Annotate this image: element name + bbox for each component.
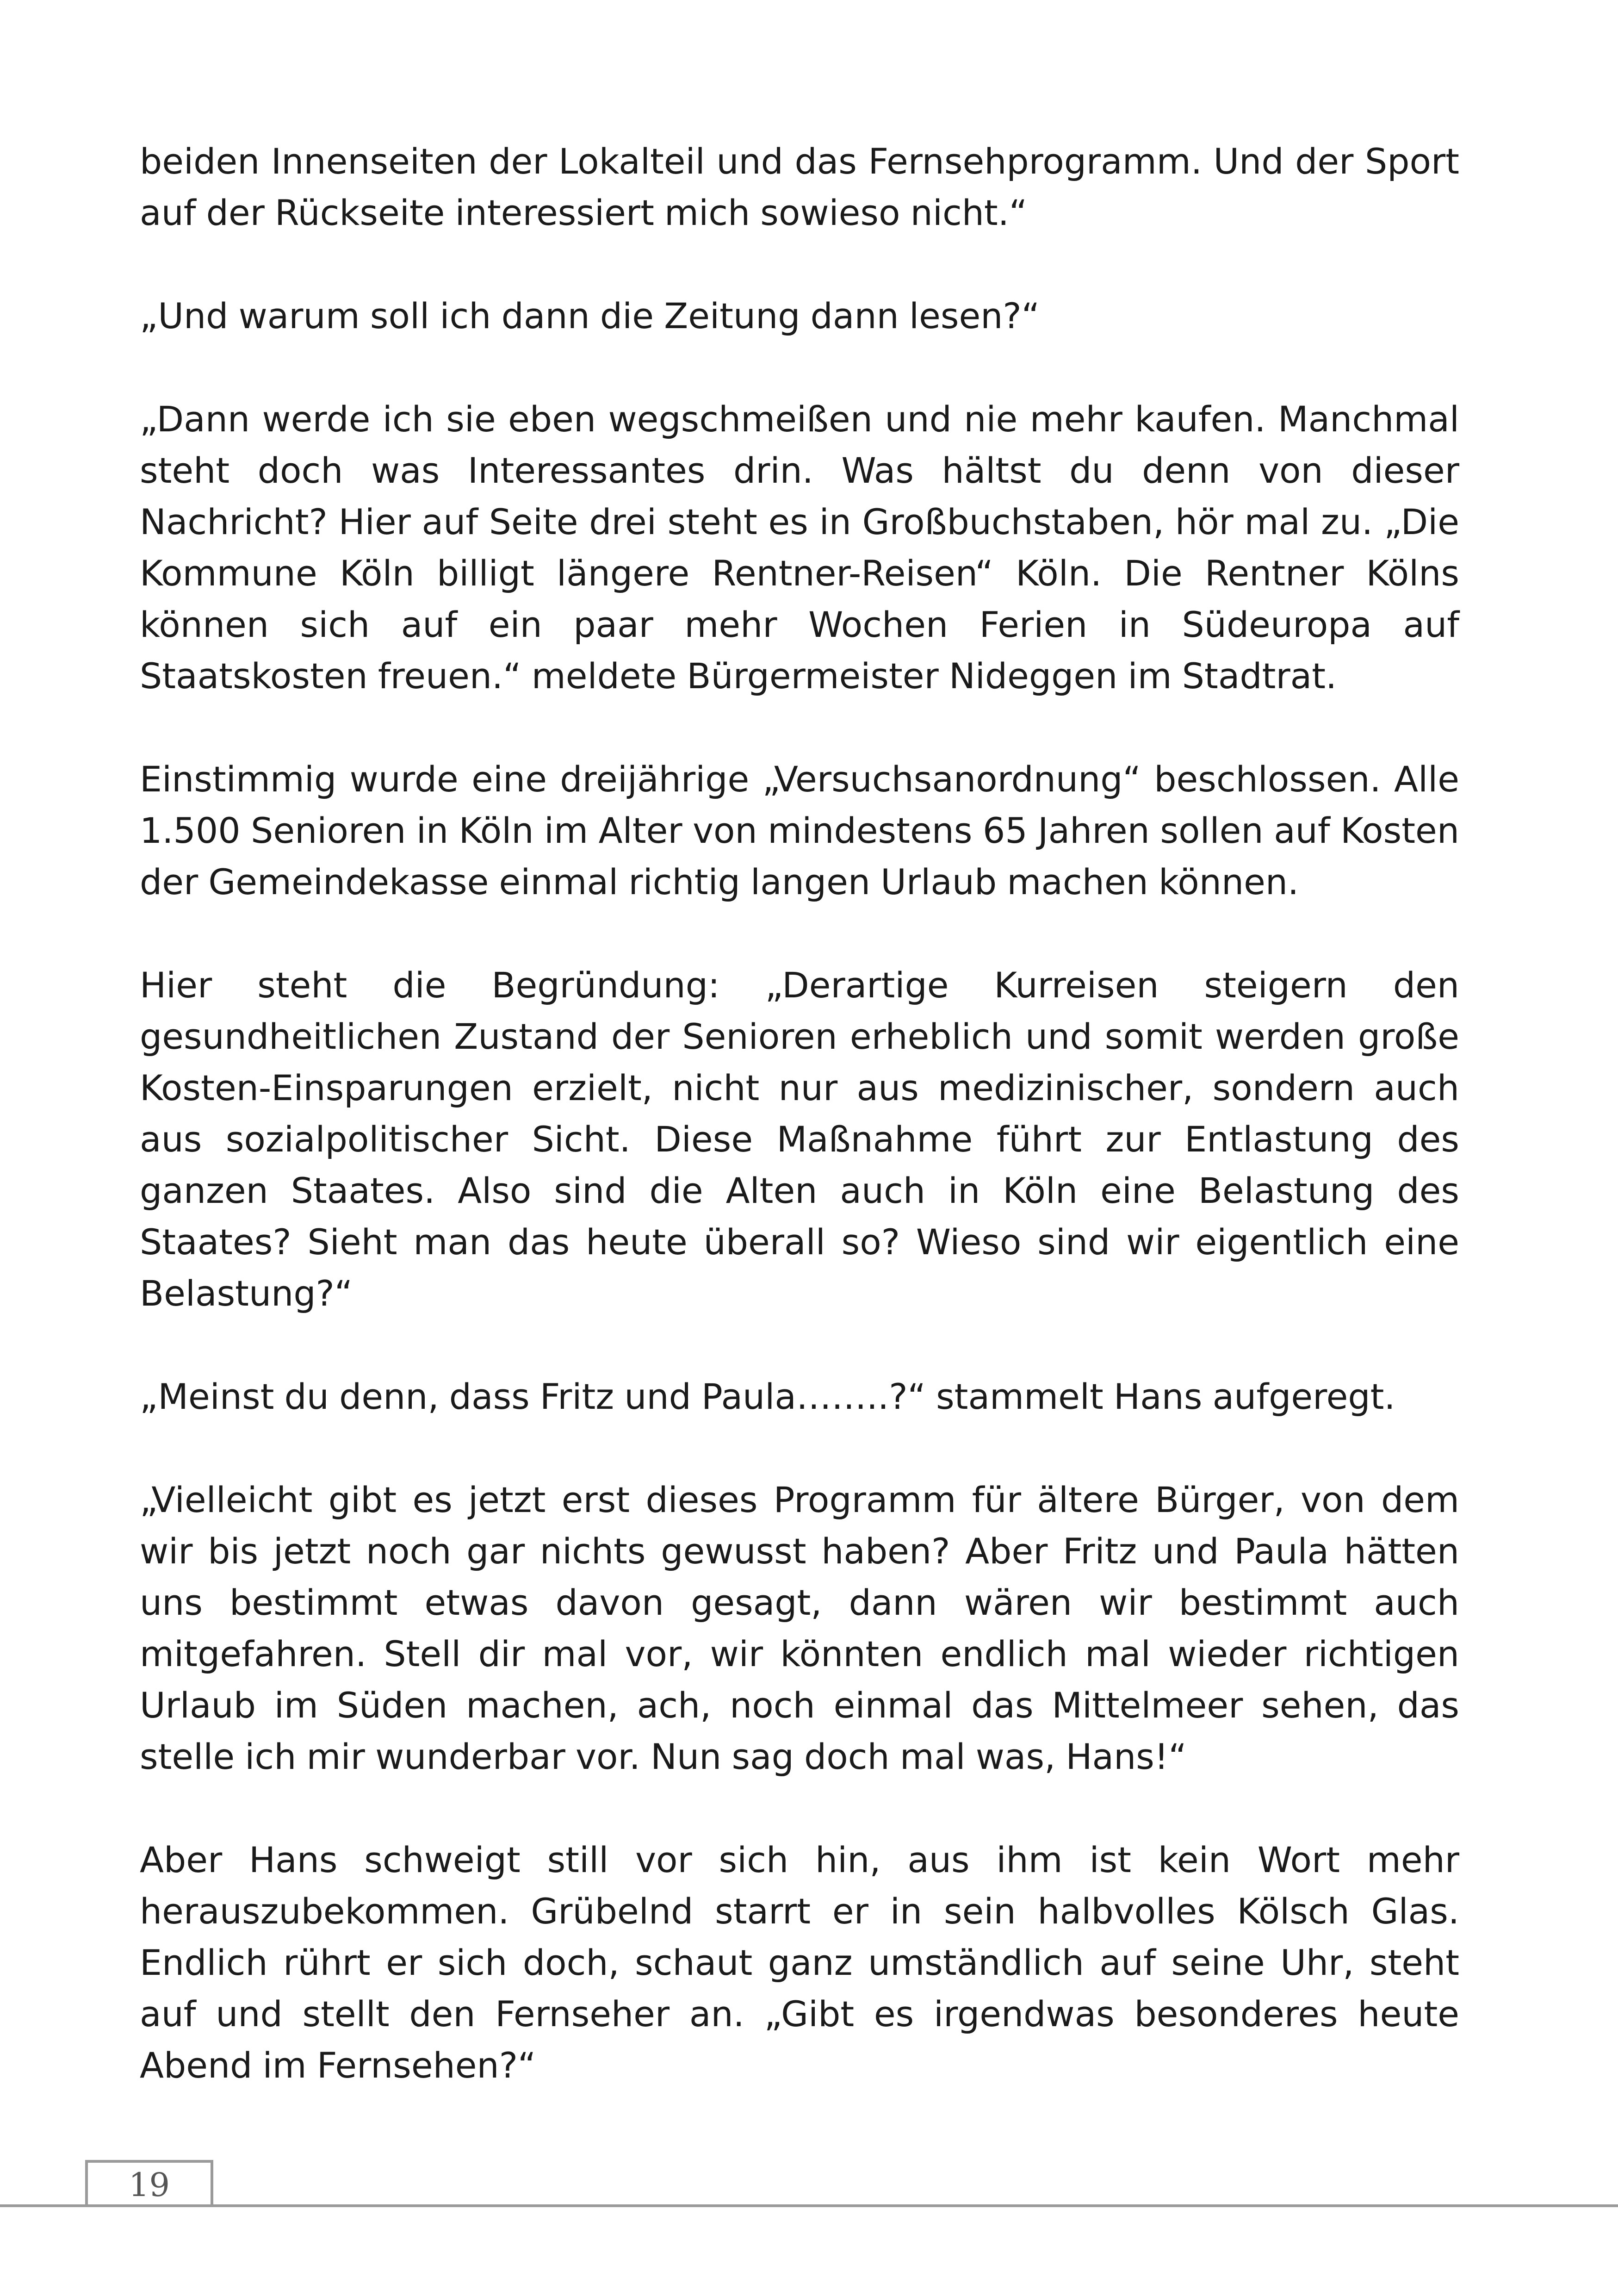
paragraph-5: Hier steht die Begründung: „Derartige Kurreisen steigern den gesundheitlichen Zustand der Senioren erheblich und somit werden große Kosten-Einsparungen erzielt, nicht nur aus medizinischer, sondern auch aus sozialpolitischer Sicht. Diese Maßnahme führt zur Entlastung des ganzen Staates. Also sind die Alten auch in Köln eine Belastung des Staates? Sieht man das heute überall so? Wieso sind wir eigentlich eine Belastung?“ bbox=[140, 964, 1459, 1314]
paragraph-3: „Dann werde ich sie eben wegschmeißen und nie mehr kaufen. Manchmal steht doch was Interessantes drin. Was hältst du denn von dieser Nachricht? Hier auf Seite drei steht es in Großbuchstaben, hör mal zu. „Die Kommune Köln billigt längere Rentner-Reisen“ Köln. Die Rentner Kölns können sich auf ein paar mehr Wochen Ferien in Südeuropa auf Staatskosten freuen.“ meldete Bürgermeister Nideggen im Stadtrat. bbox=[140, 398, 1459, 697]
paragraph-1: beiden Innenseiten der Lokalteil und das Fernsehprogramm. Und der Sport auf der Rückseite interessiert mich sowieso nicht.“ bbox=[140, 141, 1459, 233]
paragraph-2: „Und warum soll ich dann die Zeitung dann lesen?“ bbox=[140, 295, 1040, 336]
footer-rule bbox=[0, 2204, 1618, 2207]
page-body bbox=[140, 136, 1459, 2143]
paragraph-4: Einstimmig wurde eine dreijährige „Versuchsanordnung“ beschlossen. Alle 1.500 Senioren in Köln im Alter von mindestens 65 Jahren sollen auf Kosten der Gemeindekasse einmal richtig langen Urlaub machen können. bbox=[140, 759, 1459, 902]
page-number: 19 bbox=[85, 2160, 213, 2204]
paragraph-8: Aber Hans schweigt still vor sich hin, aus ihm ist kein Wort mehr herauszubekommen. Grübelnd starrt er in sein halbvolles Kölsch Glas. Endlich rührt er sich doch, schaut ganz umständlich auf seine Uhr, steht auf und stellt den Fernseher an. „Gibt es irgendwas besonderes heute Abend im Fernsehen?“ bbox=[140, 1839, 1459, 2086]
paragraph-6: „Meinst du denn, dass Fritz und Paula……..?“ stammelt Hans aufgeregt. bbox=[140, 1376, 1395, 1417]
paragraph-7: „Vielleicht gibt es jetzt erst dieses Programm für ältere Bürger, von dem wir bis jetzt noch gar nichts gewusst haben? Aber Fritz und Paula hätten uns bestimmt etwas davon gesagt, dann wären wir bestimmt auch mitgefahren. Stell dir mal vor, wir könnten endlich mal wieder richtigen Urlaub im Süden machen, ach, noch einmal das Mittelmeer sehen, das stelle ich mir wunderbar vor. Nun sag doch mal was, Hans!“ bbox=[140, 1479, 1459, 1777]
